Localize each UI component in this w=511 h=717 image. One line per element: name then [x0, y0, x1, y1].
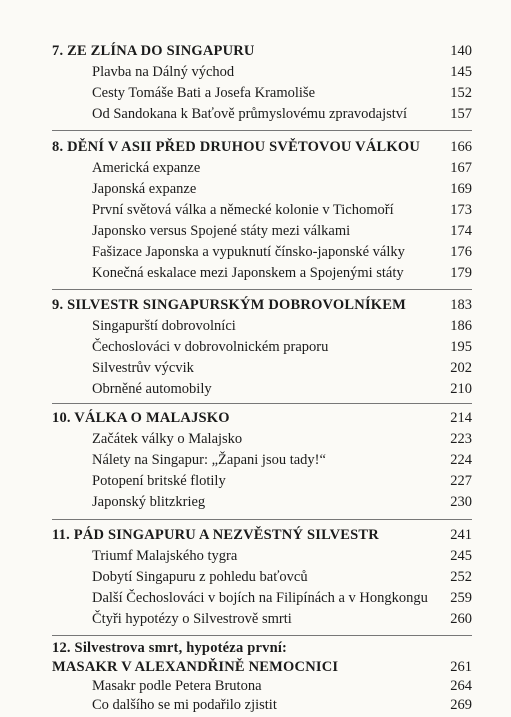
- toc-entry: [0, 106, 472, 126]
- toc-entry: [0, 590, 472, 610]
- entry-title: Začátek války o Malajsko: [92, 431, 243, 447]
- entry-title: Japonská expanze: [92, 181, 197, 197]
- toc-entry: [0, 452, 472, 472]
- chapter-divider: [52, 130, 472, 131]
- toc-entry: [0, 318, 472, 338]
- entry-page: 174: [450, 223, 472, 239]
- entry-title: Další Čechoslováci v bojích na Filipínách a v Hongkongu: [92, 590, 428, 606]
- chapter-9-heading: [0, 297, 472, 317]
- entry-page: 245: [450, 548, 472, 564]
- toc-entry: [0, 473, 472, 493]
- chapter-title: 12. Silvestrova smrt, hypotéza první:: [52, 640, 288, 656]
- entry-page: 227: [450, 473, 472, 489]
- entry-title: Potopení britské flotily: [92, 473, 226, 489]
- toc-entry: [0, 611, 472, 631]
- entry-title: Co dalšího se mi podařilo zjistit: [92, 697, 277, 713]
- entry-title: Fašizace Japonska a vypuknutí čínsko-japonské války: [92, 244, 405, 260]
- toc-entry: [0, 381, 472, 401]
- chapter-page: 214: [450, 410, 472, 426]
- toc-entry: [0, 494, 472, 514]
- chapter-page: 261: [450, 659, 472, 675]
- chapter-title: 7. ZE ZLÍNA DO SINGAPURU: [52, 43, 255, 59]
- toc-entry: [0, 678, 472, 698]
- entry-title: Čtyři hypotézy o Silvestrově smrti: [92, 611, 292, 627]
- entry-title: Dobytí Singapuru z pohledu baťovců: [92, 569, 308, 585]
- entry-title: Triumf Malajského tygra: [92, 548, 238, 564]
- entry-title: Čechoslováci v dobrovolnickém praporu: [92, 339, 329, 355]
- chapter-divider: [52, 289, 472, 290]
- entry-title: Plavba na Dálný východ: [92, 64, 235, 80]
- entry-page: 195: [450, 339, 472, 355]
- toc-entry: [0, 244, 472, 264]
- entry-title: Japonsko versus Spojené státy mezi válkami: [92, 223, 351, 239]
- entry-page: 259: [450, 590, 472, 606]
- entry-title: Americká expanze: [92, 160, 201, 176]
- entry-title: Silvestrův výcvik: [92, 360, 194, 376]
- toc-entry: [0, 202, 472, 222]
- toc-entry: [0, 160, 472, 180]
- chapter-11-heading: [0, 527, 472, 547]
- entry-page: 176: [450, 244, 472, 260]
- toc-entry: [0, 431, 472, 451]
- chapter-title: 8. DĚNÍ V ASII PŘED DRUHOU SVĚTOVOU VÁLKOU: [52, 139, 420, 155]
- toc-entry: [0, 64, 472, 84]
- entry-page: 210: [450, 381, 472, 397]
- entry-title: První světová válka a německé kolonie v Tichomoří: [92, 202, 394, 218]
- entry-page: 230: [450, 494, 472, 510]
- toc-entry: [0, 265, 472, 285]
- entry-page: 152: [450, 85, 472, 101]
- chapter-divider: [52, 519, 472, 520]
- entry-page: 145: [450, 64, 472, 80]
- chapter-page: 241: [450, 527, 472, 543]
- toc-entry: [0, 339, 472, 359]
- toc-entry: [0, 360, 472, 380]
- entry-title: Obrněné automobily: [92, 381, 212, 397]
- entry-title: Japonský blitzkrieg: [92, 494, 206, 510]
- entry-title: Singapurští dobrovolníci: [92, 318, 236, 334]
- entry-page: 169: [450, 181, 472, 197]
- entry-title: Cesty Tomáše Bati a Josefa Kramoliše: [92, 85, 316, 101]
- entry-page: 224: [450, 452, 472, 468]
- chapter-title-line2: MASAKR V ALEXANDŘINĚ NEMOCNICI: [52, 659, 339, 675]
- chapter-10-heading: [0, 410, 472, 430]
- entry-page: 223: [450, 431, 472, 447]
- chapter-title: 9. SILVESTR SINGAPURSKÝM DOBROVOLNÍKEM: [52, 297, 407, 313]
- chapter-page: 183: [450, 297, 472, 313]
- toc-entry: [0, 548, 472, 568]
- chapter-7-heading: [0, 43, 472, 63]
- chapter-8-heading: [0, 139, 472, 159]
- entry-title: Od Sandokana k Baťově průmyslovému zpravodajství: [92, 106, 408, 122]
- toc-entry: [0, 223, 472, 243]
- entry-page: 264: [450, 678, 472, 694]
- chapter-12-heading: [0, 640, 472, 660]
- chapter-12-subheading: [0, 659, 472, 679]
- entry-page: 260: [450, 611, 472, 627]
- toc-entry: [0, 85, 472, 105]
- toc-entry: [0, 697, 472, 717]
- chapter-page: 140: [450, 43, 472, 59]
- entry-page: 269: [450, 697, 472, 713]
- entry-page: 179: [450, 265, 472, 281]
- chapter-title: 10. VÁLKA O MALAJSKO: [52, 410, 230, 426]
- entry-page: 202: [450, 360, 472, 376]
- chapter-divider: [52, 403, 472, 404]
- entry-page: 186: [450, 318, 472, 334]
- entry-page: 167: [450, 160, 472, 176]
- chapter-title: 11. PÁD SINGAPURU A NEZVĚSTNÝ SILVESTR: [52, 527, 379, 543]
- toc-entry: [0, 569, 472, 589]
- toc-entry: [0, 181, 472, 201]
- chapter-page: 166: [450, 139, 472, 155]
- chapter-divider: [52, 635, 472, 636]
- entry-title: Masakr podle Petera Brutona: [92, 678, 262, 694]
- entry-page: 252: [450, 569, 472, 585]
- entry-page: 157: [450, 106, 472, 122]
- entry-title: Konečná eskalace mezi Japonskem a Spojenými státy: [92, 265, 404, 281]
- entry-page: 173: [450, 202, 472, 218]
- entry-title: Nálety na Singapur: „Žapani jsou tady!“: [92, 452, 326, 468]
